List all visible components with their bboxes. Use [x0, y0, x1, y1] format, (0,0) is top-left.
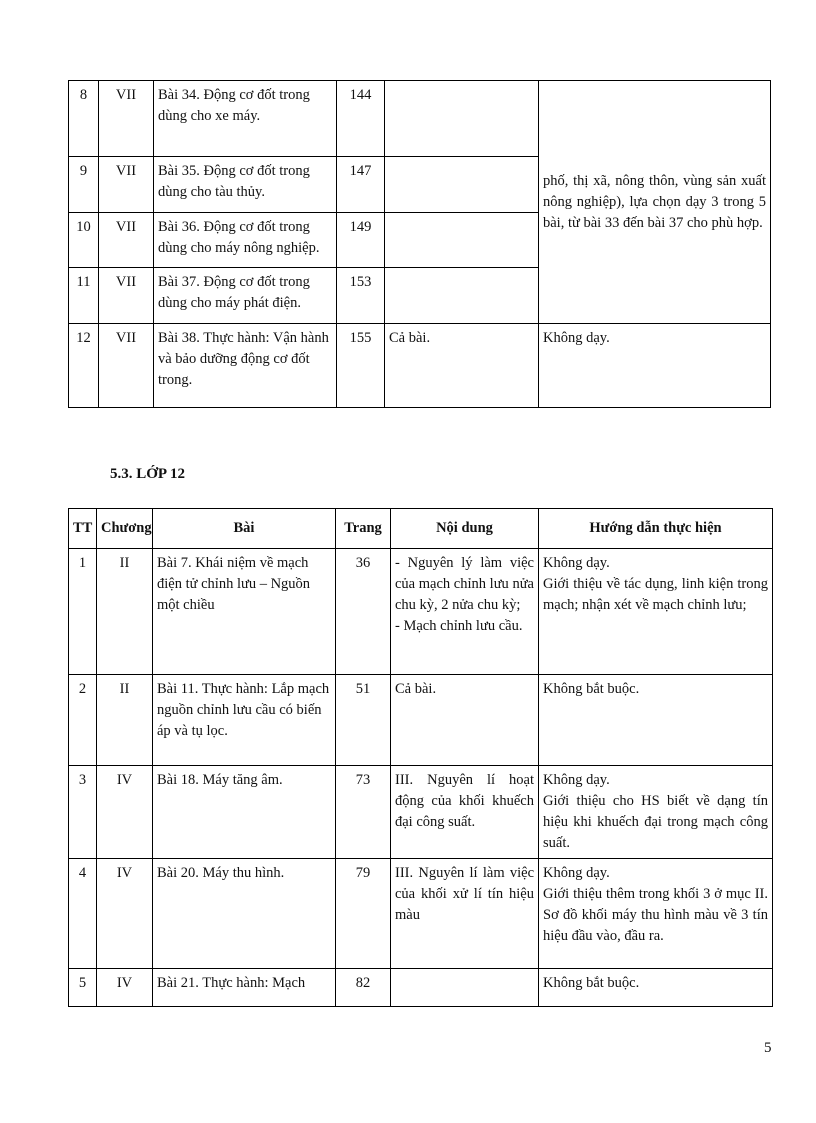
guidance-cell: Không dạy. Giới thiệu về tác dụng, linh kiện trong mạch; nhận xét về mạch chỉnh lưu; — [539, 549, 773, 675]
header-lesson: Bài — [153, 509, 336, 549]
chapter-cell: II — [97, 675, 153, 766]
lesson-cell: Bài 18. Máy tăng âm. — [153, 766, 336, 859]
tt-cell: 10 — [69, 213, 99, 268]
lesson-cell: Bài 21. Thực hành: Mạch — [153, 969, 336, 1007]
tt-cell: 1 — [69, 549, 97, 675]
content-cell: III. Nguyên lí hoạt động của khối khuếch đại công suất. — [391, 766, 539, 859]
merged-guidance-cell: phố, thị xã, nông thôn, vùng sản xuất nông nghiệp), lựa chọn dạy 3 trong 5 bài, từ bài 33 đến bài 37 cho phù hợp. — [539, 81, 771, 324]
content-cell: Cả bài. — [391, 675, 539, 766]
content-cell: Cả bài. — [385, 324, 539, 408]
page-cell: 51 — [336, 675, 391, 766]
lesson-cell: Bài 37. Động cơ đốt trong dùng cho máy phát điện. — [154, 268, 337, 324]
content-cell: III. Nguyên lí làm việc của khối xử lí tín hiệu màu — [391, 859, 539, 969]
guidance-cell: Không bắt buộc. — [539, 969, 773, 1007]
chapter-cell: VII — [99, 81, 154, 157]
chapter-cell: II — [97, 549, 153, 675]
header-content: Nội dung — [391, 509, 539, 549]
chapter-cell: VII — [99, 268, 154, 324]
tt-cell: 3 — [69, 766, 97, 859]
tt-cell: 12 — [69, 324, 99, 408]
chapter-cell: IV — [97, 766, 153, 859]
content-cell — [385, 81, 539, 157]
table-row — [69, 324, 771, 408]
guidance-cell: Không dạy. Giới thiệu thêm trong khối 3 ở mục II. Sơ đồ khối máy thu hình màu về 3 tín hiệu đầu vào, đầu ra. — [539, 859, 773, 969]
page-cell: 82 — [336, 969, 391, 1007]
page-cell: 144 — [337, 81, 385, 157]
chapter-cell: VII — [99, 157, 154, 213]
page-cell: 147 — [337, 157, 385, 213]
tt-cell: 5 — [69, 969, 97, 1007]
tt-cell: 9 — [69, 157, 99, 213]
page-cell: 153 — [337, 268, 385, 324]
lesson-cell: Bài 7. Khái niệm về mạch điện tử chỉnh lưu – Nguồn một chiều — [153, 549, 336, 675]
lesson-cell: Bài 11. Thực hành: Lắp mạch nguồn chỉnh lưu cầu có biến áp và tụ lọc. — [153, 675, 336, 766]
chapter-cell: VII — [99, 324, 154, 408]
continued-table — [68, 80, 771, 408]
tt-cell: 2 — [69, 675, 97, 766]
guidance-cell: Không dạy. — [539, 324, 771, 408]
table-header-row — [69, 509, 773, 549]
content-cell — [385, 213, 539, 268]
section-heading: 5.3. LỚP 12 — [110, 466, 186, 482]
table-row — [69, 675, 773, 766]
grade-12-table — [68, 508, 773, 1007]
table-row — [69, 81, 771, 157]
table-row — [69, 969, 773, 1007]
lesson-cell: Bài 35. Động cơ đốt trong dùng cho tàu thủy. — [154, 157, 337, 213]
page-number: 5 — [764, 1040, 772, 1056]
content-cell — [391, 969, 539, 1007]
table-row — [69, 766, 773, 859]
header-chapter: Chương — [97, 509, 153, 549]
content-cell — [385, 157, 539, 213]
header-page: Trang — [336, 509, 391, 549]
page-cell: 155 — [337, 324, 385, 408]
lesson-cell: Bài 38. Thực hành: Vận hành và bảo dưỡng động cơ đốt trong. — [154, 324, 337, 408]
chapter-cell: IV — [97, 969, 153, 1007]
lesson-cell: Bài 36. Động cơ đốt trong dùng cho máy nông nghiệp. — [154, 213, 337, 268]
page-cell: 36 — [336, 549, 391, 675]
page-cell: 149 — [337, 213, 385, 268]
guidance-cell: Không bắt buộc. — [539, 675, 773, 766]
page-cell: 79 — [336, 859, 391, 969]
tt-cell: 11 — [69, 268, 99, 324]
content-cell — [385, 268, 539, 324]
page-cell: 73 — [336, 766, 391, 859]
tt-cell: 4 — [69, 859, 97, 969]
tt-cell: 8 — [69, 81, 99, 157]
table-row — [69, 549, 773, 675]
table-row — [69, 859, 773, 969]
guidance-cell: Không dạy. Giới thiệu cho HS biết về dạng tín hiệu khi khuếch đại trong mạch công suất. — [539, 766, 773, 859]
lesson-cell: Bài 34. Động cơ đốt trong dùng cho xe máy. — [154, 81, 337, 157]
header-tt: TT — [69, 509, 97, 549]
header-guidance: Hướng dẫn thực hiện — [539, 509, 773, 549]
chapter-cell: IV — [97, 859, 153, 969]
chapter-cell: VII — [99, 213, 154, 268]
content-cell: - Nguyên lý làm việc của mạch chỉnh lưu nửa chu kỳ, 2 nửa chu kỳ; - Mạch chỉnh lưu cầu. — [391, 549, 539, 675]
lesson-cell: Bài 20. Máy thu hình. — [153, 859, 336, 969]
